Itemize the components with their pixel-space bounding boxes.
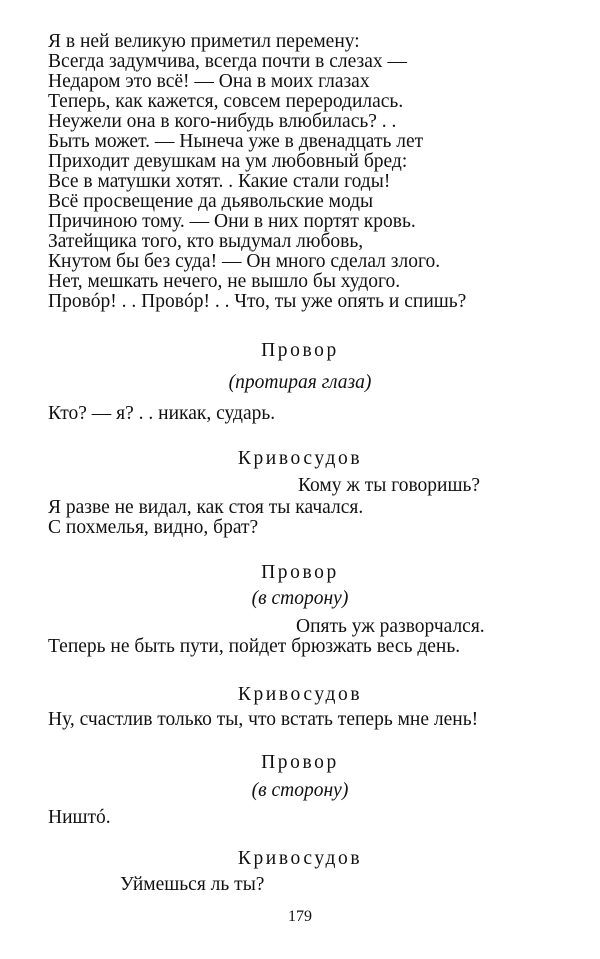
stage-direction: (в сторону) [251, 588, 349, 609]
verse-line: Быть может. — Нынеча уже в двенадцать лет [48, 131, 424, 152]
verse-line: Нет, мешкать нечего, не вышло бы худого. [48, 271, 401, 292]
dialogue-line: Опять уж разворчался. [296, 616, 485, 637]
dialogue-line: Теперь не быть пути, пойдет брюзжать весь день. [48, 636, 461, 657]
verse-line: Всегда задумчива, всегда почти в слезах — [48, 51, 408, 72]
speaker-name: Провор [261, 752, 339, 773]
dialogue-line: Ну, счастлив только ты, что встать теперь мне лень! [48, 709, 479, 730]
verse-line: Провóр! . . Провóр! . . Что, ты уже опять и спишь? [48, 291, 467, 312]
stage-direction: (в сторону) [251, 780, 349, 801]
verse-line: Неужели она в кого-нибудь влюбилась? . . [48, 111, 397, 132]
dialogue-line: Я разве не видал, как стоя ты качался. [48, 497, 364, 518]
verse-line: Теперь, как кажется, совсем переродилась. [48, 91, 404, 112]
dialogue-line: Ништó. [48, 807, 111, 828]
verse-line: Все в матушки хотят. . Какие стали годы! [48, 171, 391, 192]
dialogue-line: Кому ж ты говоришь? [298, 475, 481, 496]
verse-line: Кнутом бы без суда! — Он много сделал злого. [48, 251, 441, 272]
speaker-name: Провор [261, 340, 339, 361]
verse-line: Затейщика того, кто выдумал любовь, [48, 231, 364, 252]
dialogue-line: Кто? — я? . . никак, сударь. [48, 403, 276, 424]
speaker-name: Кривосудов [237, 684, 363, 705]
verse-line: Всё просвещение да дьявольские моды [48, 191, 374, 212]
verse-line: Причиною тому. — Они в них портят кровь. [48, 211, 416, 232]
page-number: 179 [288, 908, 312, 925]
verse-line: Я в ней великую приметил перемену: [48, 31, 360, 52]
dialogue-line: Уймешься ль ты? [120, 874, 265, 895]
speaker-name: Провор [261, 562, 339, 583]
stage-direction: (протирая глаза) [228, 372, 372, 393]
speaker-name: Кривосудов [237, 448, 363, 469]
verse-line: Приходит девушкам на ум любовный бред: [48, 151, 408, 172]
verse-line: Недаром это всё! — Она в моих глазах [48, 71, 370, 92]
dialogue-line: С похмелья, видно, брат? [48, 517, 259, 538]
speaker-name: Кривосудов [237, 848, 363, 869]
